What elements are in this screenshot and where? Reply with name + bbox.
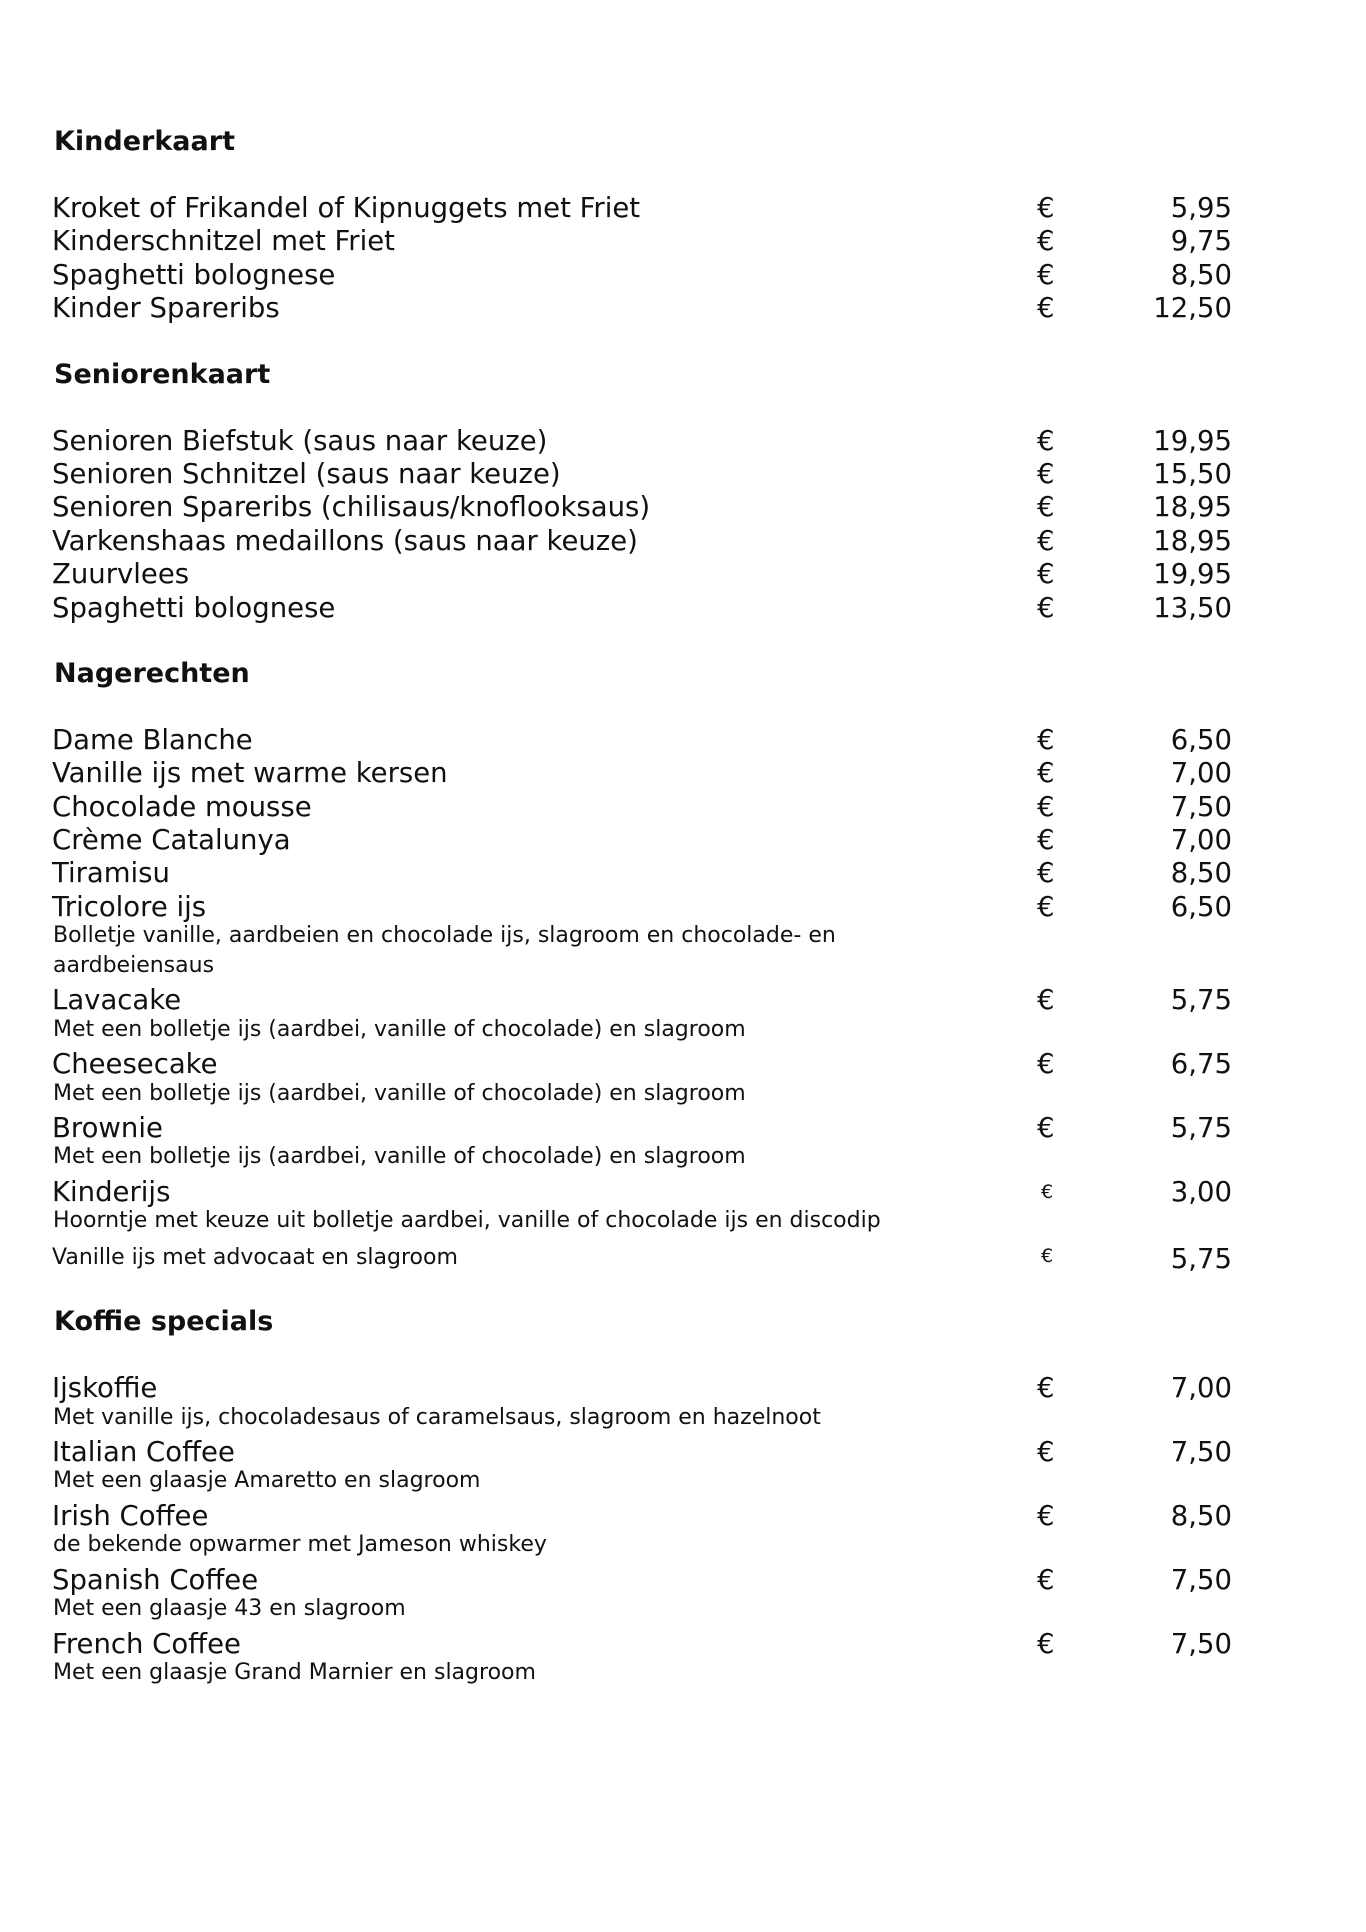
menu-item-name: Kinder Spareribs — [52, 292, 280, 325]
section-title: Kinderkaart — [54, 126, 235, 157]
menu-item-price: 5,75 — [1170, 984, 1232, 1017]
menu-item-description: Bolletje vanille, aardbeien en chocolade ijs, slagroom en chocolade- en aardbeiensaus — [53, 923, 836, 978]
menu-item-description: Met een glaasje Grand Marnier en slagroom — [53, 1660, 536, 1686]
menu-item-currency: € — [1037, 424, 1055, 457]
menu-item — [52, 525, 1232, 558]
menu-item — [52, 592, 1232, 625]
menu-item-name: Varkenshaas medaillons (saus naar keuze) — [52, 524, 638, 557]
menu-item — [52, 1372, 1232, 1405]
menu-item-name: Senioren Spareribs (chilisaus/knoflooksaus) — [52, 491, 651, 524]
menu-item-name: Ijskoffie — [52, 1372, 158, 1405]
menu-item — [52, 757, 1232, 790]
menu-item — [52, 192, 1232, 225]
menu-item-price: 6,75 — [1170, 1048, 1232, 1081]
menu-item-currency: € — [1037, 1499, 1055, 1532]
menu-item-name: French Coffee — [52, 1627, 241, 1660]
menu-item-price: 19,95 — [1153, 558, 1232, 591]
menu-item-price: 18,95 — [1153, 491, 1232, 524]
menu-item-price: 13,50 — [1153, 591, 1232, 624]
menu-item-price: 15,50 — [1153, 457, 1232, 490]
menu-item-description: Met een bolletje ijs (aardbei, vanille of chocolade) en slagroom — [53, 1016, 746, 1042]
menu-item-currency: € — [1037, 1436, 1055, 1469]
section-title: Nagerechten — [54, 657, 250, 689]
menu-item-description: Hoorntje met keuze uit bolletje aardbei, vanille of chocolade ijs en discodip — [53, 1208, 881, 1234]
menu-item-name: Spaghetti bolognese — [52, 591, 336, 624]
menu-item-currency: € — [1037, 1627, 1055, 1660]
menu-item — [52, 1240, 1232, 1273]
menu-item-name: Brownie — [52, 1112, 163, 1145]
menu-item-name: Kinderijs — [52, 1175, 171, 1208]
menu-item — [52, 984, 1232, 1017]
menu-item-name: Vanille ijs met warme kersen — [52, 757, 448, 790]
menu-item-name: Tiramisu — [52, 857, 170, 890]
menu-item-name: Irish Coffee — [52, 1499, 209, 1532]
menu-item — [52, 491, 1232, 524]
menu-item-currency: € — [1037, 225, 1055, 258]
menu-item-name: Crème Catalunya — [52, 824, 291, 857]
menu-item-description: de bekende opwarmer met Jameson whiskey — [53, 1532, 547, 1558]
menu-item — [52, 891, 1232, 924]
menu-item-price: 12,50 — [1153, 292, 1232, 325]
menu-item-description: Met een bolletje ijs (aardbei, vanille of chocolade) en slagroom — [53, 1080, 746, 1106]
menu-item-name: Vanille ijs met advocaat en slagroom — [52, 1244, 458, 1270]
menu-item-currency: € — [1037, 1563, 1055, 1596]
menu-item-name: Tricolore ijs — [52, 890, 207, 923]
menu-item-price: 5,75 — [1170, 1242, 1232, 1275]
menu-item-currency: € — [1037, 857, 1055, 890]
menu-item-description: Met een bolletje ijs (aardbei, vanille of chocolade) en slagroom — [53, 1144, 746, 1170]
menu-item-currency: € — [1037, 292, 1055, 325]
menu-item-name: Cheesecake — [52, 1048, 218, 1081]
menu-item-currency: € — [1041, 1180, 1054, 1203]
section-title: Seniorenkaart — [54, 358, 271, 390]
menu-item-price: 5,75 — [1170, 1112, 1232, 1145]
menu-item — [52, 225, 1232, 258]
menu-item — [52, 458, 1232, 491]
menu-item — [52, 1176, 1232, 1209]
menu-item-currency: € — [1037, 524, 1055, 557]
menu-item-currency: € — [1037, 192, 1055, 224]
menu-item — [52, 558, 1232, 591]
menu-item-currency: € — [1037, 824, 1055, 857]
menu-item-price: 7,50 — [1170, 1563, 1232, 1596]
menu-item — [52, 857, 1232, 890]
menu-section — [52, 1305, 1232, 1687]
menu-item — [52, 1436, 1232, 1469]
menu-item-price: 5,95 — [1170, 192, 1232, 224]
menu-item-name: Dame Blanche — [52, 723, 253, 756]
menu-item — [52, 1628, 1232, 1661]
menu-item-name: Italian Coffee — [52, 1436, 235, 1469]
menu-item-price: 7,50 — [1170, 1627, 1232, 1660]
menu-page — [52, 125, 1232, 1692]
menu-item-currency: € — [1037, 890, 1055, 923]
menu-item-price: 8,50 — [1170, 258, 1232, 291]
menu-item — [52, 292, 1232, 325]
menu-item-currency: € — [1037, 723, 1055, 756]
menu-item-price: 6,50 — [1170, 723, 1232, 756]
menu-item — [52, 824, 1232, 857]
menu-item-price: 7,00 — [1170, 757, 1232, 790]
menu-item-name: Chocolade mousse — [52, 790, 312, 823]
menu-item-name: Lavacake — [52, 984, 182, 1017]
menu-item — [52, 259, 1232, 292]
menu-item — [52, 791, 1232, 824]
menu-item-name: Senioren Schnitzel (saus naar keuze) — [52, 457, 561, 490]
menu-section — [52, 125, 1232, 326]
menu-section — [52, 657, 1232, 1273]
menu-item-price: 9,75 — [1170, 225, 1232, 258]
menu-section — [52, 358, 1232, 625]
menu-item-currency: € — [1037, 1372, 1055, 1405]
menu-item-price: 18,95 — [1153, 524, 1232, 557]
menu-item-name: Kinderschnitzel met Friet — [52, 225, 395, 258]
menu-item-name: Senioren Biefstuk (saus naar keuze) — [52, 424, 548, 457]
menu-item — [52, 724, 1232, 757]
menu-item-name: Kroket of Frikandel of Kipnuggets met Friet — [52, 192, 641, 224]
menu-item-currency: € — [1037, 790, 1055, 823]
menu-item-currency: € — [1037, 591, 1055, 624]
menu-item-price: 6,50 — [1170, 890, 1232, 923]
menu-item — [52, 1564, 1232, 1597]
menu-item-name: Spanish Coffee — [52, 1563, 259, 1596]
menu-item-price: 7,50 — [1170, 790, 1232, 823]
menu-item — [52, 1500, 1232, 1533]
menu-item-currency: € — [1037, 258, 1055, 291]
menu-item-price: 7,00 — [1170, 1372, 1232, 1405]
menu-item-currency: € — [1037, 457, 1055, 490]
menu-item-currency: € — [1037, 1112, 1055, 1145]
menu-item-currency: € — [1037, 558, 1055, 591]
menu-item-currency: € — [1037, 984, 1055, 1017]
menu-item-price: 8,50 — [1170, 857, 1232, 890]
menu-item-price: 19,95 — [1153, 424, 1232, 457]
menu-item-currency: € — [1037, 757, 1055, 790]
menu-item-currency: € — [1037, 1048, 1055, 1081]
menu-item-currency: € — [1037, 491, 1055, 524]
menu-item — [52, 425, 1232, 458]
section-title: Koffie specials — [54, 1306, 274, 1338]
menu-item-name: Spaghetti bolognese — [52, 258, 336, 291]
menu-item-price: 8,50 — [1170, 1499, 1232, 1532]
menu-item — [52, 1112, 1232, 1145]
menu-item-price: 7,50 — [1170, 1436, 1232, 1469]
menu-item-description: Met vanille ijs, chocoladesaus of caramelsaus, slagroom en hazelnoot — [53, 1404, 821, 1430]
menu-item-price: 7,00 — [1170, 824, 1232, 857]
menu-item-price: 3,00 — [1170, 1175, 1232, 1208]
menu-item-description: Met een glaasje 43 en slagroom — [53, 1596, 406, 1622]
menu-item-description: Met een glaasje Amaretto en slagroom — [53, 1468, 481, 1494]
menu-item-currency: € — [1041, 1244, 1054, 1267]
menu-item-name: Zuurvlees — [52, 558, 190, 591]
menu-item — [52, 1048, 1232, 1081]
